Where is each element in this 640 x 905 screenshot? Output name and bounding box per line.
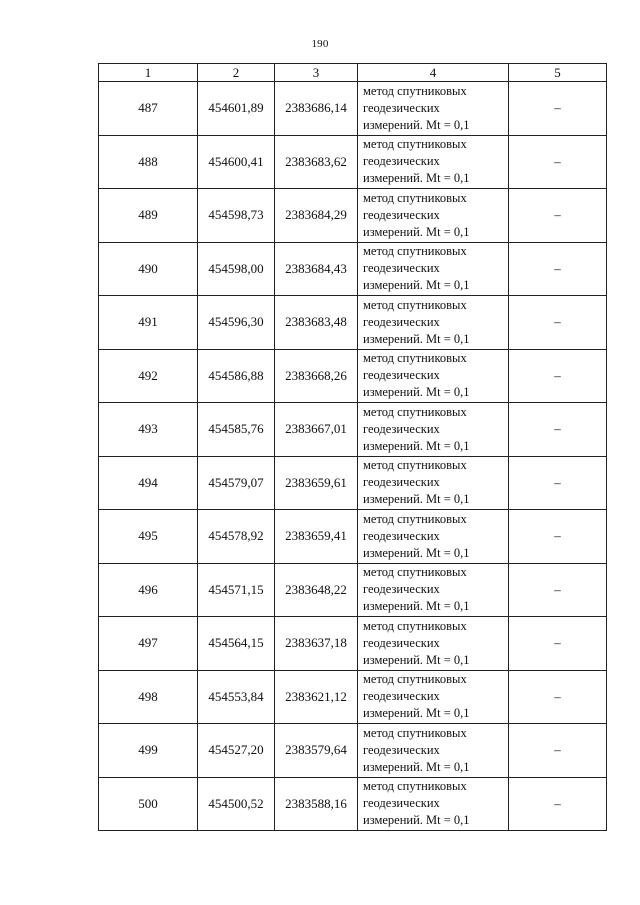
- method-line: измерений. Mt = 0,1: [363, 117, 470, 132]
- method-line: геодезических: [363, 635, 440, 650]
- method-line: геодезических: [363, 742, 440, 757]
- point-number-cell: 498: [99, 670, 198, 724]
- x-coordinate-cell: 454600,41: [198, 135, 275, 189]
- table-row: [99, 510, 607, 564]
- method-line: метод спутниковых: [363, 565, 467, 580]
- y-coordinate-cell: 2383588,16: [275, 777, 358, 831]
- table-row: [99, 296, 607, 350]
- point-number-cell: 489: [99, 189, 198, 243]
- x-coordinate-cell: 454598,73: [198, 189, 275, 243]
- column-header-4: 4: [358, 64, 509, 82]
- x-coordinate-cell: 454596,30: [198, 296, 275, 350]
- method-line: геодезических: [363, 582, 440, 597]
- method-line: метод спутниковых: [363, 511, 467, 526]
- point-number-cell: 487: [99, 82, 198, 136]
- x-coordinate-cell: 454586,88: [198, 349, 275, 403]
- table-row: [99, 403, 607, 457]
- x-coordinate-cell: 454571,15: [198, 563, 275, 617]
- method-line: геодезических: [363, 528, 440, 543]
- y-coordinate-cell: 2383659,61: [275, 456, 358, 510]
- y-coordinate-cell: 2383668,26: [275, 349, 358, 403]
- method-line: метод спутниковых: [363, 725, 467, 740]
- table-row: [99, 456, 607, 510]
- point-number-cell: 493: [99, 403, 198, 457]
- y-coordinate-cell: 2383667,01: [275, 403, 358, 457]
- method-line: метод спутниковых: [363, 83, 467, 98]
- y-coordinate-cell: 2383621,12: [275, 670, 358, 724]
- method-line: измерений. Mt = 0,1: [363, 278, 470, 293]
- note-cell: –: [509, 670, 607, 724]
- method-cell: [358, 777, 509, 831]
- method-cell: [358, 724, 509, 778]
- column-header-2: 2: [198, 64, 275, 82]
- table-row: [99, 189, 607, 243]
- y-coordinate-cell: 2383686,14: [275, 82, 358, 136]
- point-number-cell: 495: [99, 510, 198, 564]
- method-line: геодезических: [363, 421, 440, 436]
- table-row: [99, 670, 607, 724]
- method-line: измерений. Mt = 0,1: [363, 385, 470, 400]
- column-header-1: 1: [99, 64, 198, 82]
- point-number-cell: 488: [99, 135, 198, 189]
- y-coordinate-cell: 2383648,22: [275, 563, 358, 617]
- method-cell: [358, 242, 509, 296]
- note-cell: –: [509, 724, 607, 778]
- column-header-3: 3: [275, 64, 358, 82]
- method-line: геодезических: [363, 689, 440, 704]
- x-coordinate-cell: 454553,84: [198, 670, 275, 724]
- x-coordinate-cell: 454578,92: [198, 510, 275, 564]
- point-number-cell: 497: [99, 617, 198, 671]
- point-number-cell: 491: [99, 296, 198, 350]
- method-line: метод спутниковых: [363, 137, 467, 152]
- table-row: [99, 563, 607, 617]
- table-row: [99, 82, 607, 136]
- method-line: метод спутниковых: [363, 672, 467, 687]
- method-line: измерений. Mt = 0,1: [363, 224, 470, 239]
- note-cell: –: [509, 82, 607, 136]
- table-row: [99, 135, 607, 189]
- point-number-cell: 496: [99, 563, 198, 617]
- method-line: метод спутниковых: [363, 244, 467, 259]
- method-cell: [358, 403, 509, 457]
- y-coordinate-cell: 2383683,48: [275, 296, 358, 350]
- method-cell: [358, 670, 509, 724]
- table-row: [99, 242, 607, 296]
- method-line: измерений. Mt = 0,1: [363, 652, 470, 667]
- method-cell: [358, 189, 509, 243]
- method-line: геодезических: [363, 261, 440, 276]
- note-cell: –: [509, 777, 607, 831]
- note-cell: –: [509, 189, 607, 243]
- table-row: [99, 724, 607, 778]
- method-line: измерений. Mt = 0,1: [363, 492, 470, 507]
- table-header-row: [99, 64, 607, 82]
- x-coordinate-cell: 454527,20: [198, 724, 275, 778]
- y-coordinate-cell: 2383637,18: [275, 617, 358, 671]
- coordinates-table: [98, 63, 607, 831]
- note-cell: –: [509, 242, 607, 296]
- y-coordinate-cell: 2383659,41: [275, 510, 358, 564]
- method-cell: [358, 82, 509, 136]
- x-coordinate-cell: 454598,00: [198, 242, 275, 296]
- y-coordinate-cell: 2383683,62: [275, 135, 358, 189]
- method-cell: [358, 456, 509, 510]
- x-coordinate-cell: 454601,89: [198, 82, 275, 136]
- note-cell: –: [509, 135, 607, 189]
- table-row: [99, 617, 607, 671]
- method-line: метод спутниковых: [363, 190, 467, 205]
- x-coordinate-cell: 454564,15: [198, 617, 275, 671]
- method-line: метод спутниковых: [363, 404, 467, 419]
- x-coordinate-cell: 454500,52: [198, 777, 275, 831]
- point-number-cell: 492: [99, 349, 198, 403]
- method-line: измерений. Mt = 0,1: [363, 331, 470, 346]
- note-cell: –: [509, 456, 607, 510]
- method-line: геодезических: [363, 475, 440, 490]
- method-line: геодезических: [363, 207, 440, 222]
- method-line: геодезических: [363, 314, 440, 329]
- method-line: измерений. Mt = 0,1: [363, 706, 470, 721]
- method-line: геодезических: [363, 100, 440, 115]
- x-coordinate-cell: 454579,07: [198, 456, 275, 510]
- method-line: измерений. Mt = 0,1: [363, 171, 470, 186]
- note-cell: –: [509, 510, 607, 564]
- method-cell: [358, 135, 509, 189]
- method-line: измерений. Mt = 0,1: [363, 438, 470, 453]
- method-line: измерений. Mt = 0,1: [363, 813, 470, 828]
- x-coordinate-cell: 454585,76: [198, 403, 275, 457]
- note-cell: –: [509, 296, 607, 350]
- page-number: 190: [311, 38, 329, 50]
- method-line: метод спутниковых: [363, 618, 467, 633]
- table-body: [99, 82, 607, 831]
- y-coordinate-cell: 2383684,43: [275, 242, 358, 296]
- point-number-cell: 499: [99, 724, 198, 778]
- table-row: [99, 349, 607, 403]
- method-line: измерений. Mt = 0,1: [363, 759, 470, 774]
- point-number-cell: 500: [99, 777, 198, 831]
- method-cell: [358, 510, 509, 564]
- method-cell: [358, 617, 509, 671]
- method-cell: [358, 563, 509, 617]
- point-number-cell: 494: [99, 456, 198, 510]
- method-cell: [358, 349, 509, 403]
- table-row: [99, 777, 607, 831]
- method-line: геодезических: [363, 154, 440, 169]
- note-cell: –: [509, 563, 607, 617]
- note-cell: –: [509, 349, 607, 403]
- method-line: геодезических: [363, 796, 440, 811]
- method-cell: [358, 296, 509, 350]
- method-line: измерений. Mt = 0,1: [363, 599, 470, 614]
- method-line: метод спутниковых: [363, 297, 467, 312]
- note-cell: –: [509, 403, 607, 457]
- method-line: метод спутниковых: [363, 458, 467, 473]
- method-line: метод спутниковых: [363, 351, 467, 366]
- method-line: метод спутниковых: [363, 779, 467, 794]
- y-coordinate-cell: 2383579,64: [275, 724, 358, 778]
- method-line: измерений. Mt = 0,1: [363, 545, 470, 560]
- y-coordinate-cell: 2383684,29: [275, 189, 358, 243]
- point-number-cell: 490: [99, 242, 198, 296]
- note-cell: –: [509, 617, 607, 671]
- column-header-5: 5: [509, 64, 607, 82]
- method-line: геодезических: [363, 368, 440, 383]
